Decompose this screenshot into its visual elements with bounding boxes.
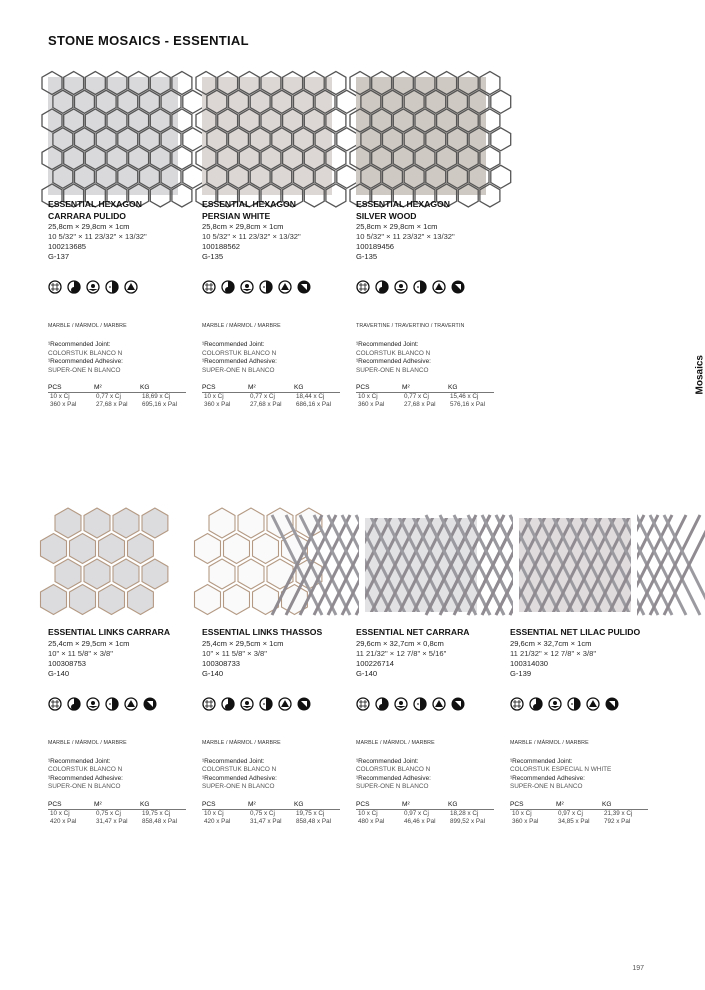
wall-application-icon	[67, 280, 81, 294]
matt-finish-icon	[202, 697, 216, 711]
frost-resistance-icon	[105, 697, 119, 711]
floor-application-icon	[240, 697, 254, 711]
kg-box: 15,46 x Cj	[450, 393, 479, 401]
joint-label: ¹Recommended Joint:	[510, 757, 573, 765]
adhesive-value: SUPER-ONE N BLANCO	[202, 783, 275, 791]
product-group: G-137	[48, 252, 70, 261]
recommendations	[202, 758, 352, 792]
polished-finish-icon	[432, 697, 446, 711]
tile-swatch	[48, 77, 178, 195]
kg-pallet: 695,16 x Pal	[142, 401, 178, 409]
floor-application-icon	[394, 280, 408, 294]
polished-finish-icon	[432, 280, 446, 294]
product-name: ESSENTIAL HEXAGON PERSIAN WHITE	[202, 199, 296, 221]
m2-pallet: 31,47 x Pal	[96, 817, 128, 825]
pcs-header: PCS	[202, 800, 216, 808]
product-code: 100188562	[202, 242, 241, 251]
pcs-box: 10 x Cj	[50, 809, 70, 817]
joint-value: COLORSTUK BLANCO N	[356, 766, 431, 774]
pcs-box: 10 x Cj	[204, 393, 224, 401]
kg-header: KG	[602, 800, 612, 808]
floor-application-icon	[86, 697, 100, 711]
adhesive-label: ¹Recommended Adhesive:	[356, 774, 431, 782]
packing-table	[48, 801, 186, 826]
wall-application-icon	[529, 697, 543, 711]
frost-resistance-icon	[105, 280, 119, 294]
product-code: 100189456	[356, 242, 395, 251]
dimensions-imperial: 11 21/32" × 12 7/8" × 3/8"	[510, 648, 597, 658]
material-label: TRAVERTINE / TRAVERTINO / TRAVERTIN	[356, 323, 465, 329]
matt-finish-icon	[451, 697, 465, 711]
matt-finish-icon	[202, 280, 216, 294]
property-icons	[356, 280, 506, 294]
kg-box: 18,69 x Cj	[142, 393, 171, 401]
polished-finish-icon	[278, 697, 292, 711]
m2-header: M²	[248, 384, 256, 392]
kg-pallet: 686,16 x Pal	[296, 401, 332, 409]
matt-finish-icon	[605, 697, 619, 711]
product-group: G-140	[202, 668, 224, 678]
tile-swatch	[356, 77, 486, 195]
pcs-header: PCS	[48, 384, 62, 392]
pcs-box: 10 x Cj	[512, 809, 532, 817]
tile-swatch	[202, 77, 332, 195]
product-group: G-135	[356, 252, 378, 261]
matt-finish-icon	[510, 697, 524, 711]
adhesive-label: ¹Recommended Adhesive:	[48, 774, 123, 782]
m2-pallet: 46,46 x Pal	[404, 817, 436, 825]
dimensions-imperial: 10 5/32" × 11 23/32" × 13/32"	[356, 232, 455, 241]
matt-finish-icon	[356, 697, 370, 711]
product-card	[356, 77, 506, 409]
kg-header: KG	[294, 384, 304, 392]
m2-pallet: 34,85 x Pal	[558, 817, 590, 825]
polished-finish-icon	[586, 697, 600, 711]
material-label: MARBLE / MÁRMOL / MARBRE	[202, 739, 281, 746]
kg-box: 19,75 x Cj	[142, 809, 171, 817]
dimensions-metric: 25,8cm × 29,8cm × 1cm	[48, 222, 130, 231]
kg-pallet: 899,52 x Pal	[450, 817, 486, 825]
recommendations	[356, 341, 506, 375]
packing-table	[356, 801, 494, 826]
matt-finish-icon	[356, 280, 370, 294]
product-code: 100314030	[510, 658, 549, 668]
floor-application-icon	[240, 280, 254, 294]
product-name: ESSENTIAL HEXAGON CARRARA PULIDO	[48, 199, 142, 221]
m2-pallet: 27,68 x Pal	[250, 401, 282, 409]
matt-finish-icon	[451, 280, 465, 294]
packing-table	[202, 384, 340, 409]
frost-resistance-icon	[567, 697, 581, 711]
adhesive-label: ¹Recommended Adhesive:	[202, 774, 277, 782]
material-label: MARBLE / MÁRMOL / MARBRE	[202, 323, 281, 329]
property-icons	[48, 697, 198, 711]
frost-resistance-icon	[413, 697, 427, 711]
matt-finish-icon	[297, 697, 311, 711]
adhesive-label: ¹Recommended Adhesive:	[510, 774, 585, 782]
page-title: STONE MOSAICS - ESSENTIAL	[48, 33, 249, 48]
adhesive-value: SUPER-ONE N BLANCO	[510, 783, 583, 791]
dimensions-imperial: 10" × 11 5/8" × 3/8"	[48, 648, 113, 658]
product-name: ESSENTIAL HEXAGON SILVER WOOD	[356, 199, 450, 221]
adhesive-value: SUPER-ONE N BLANCO	[48, 783, 121, 791]
m2-header: M²	[402, 384, 410, 392]
m2-pallet: 31,47 x Pal	[250, 817, 282, 825]
joint-label: ¹Recommended Joint:	[356, 757, 419, 765]
frost-resistance-icon	[413, 280, 427, 294]
product-group: G-135	[202, 252, 224, 261]
pcs-pallet: 360 x Pal	[204, 401, 231, 409]
adhesive-value: SUPER-ONE N BLANCO	[356, 366, 429, 374]
pcs-box: 10 x Cj	[358, 809, 378, 817]
m2-pallet: 27,68 x Pal	[404, 401, 436, 409]
joint-label: ¹Recommended Joint:	[48, 341, 111, 348]
product-name: ESSENTIAL NET LILAC PULIDO	[510, 627, 641, 637]
kg-pallet: 576,16 x Pal	[450, 401, 486, 409]
joint-value: COLORSTUK BLANCO N	[356, 349, 431, 357]
product-card	[48, 77, 198, 409]
pcs-box: 10 x Cj	[204, 809, 224, 817]
product-name: ESSENTIAL NET CARRARA	[356, 627, 470, 637]
frost-resistance-icon	[259, 280, 273, 294]
material-label: MARBLE / MÁRMOL / MARBRE	[48, 739, 127, 746]
kg-pallet: 858,48 x Pal	[142, 817, 178, 825]
adhesive-label: ¹Recommended Adhesive:	[356, 358, 431, 366]
pcs-box: 10 x Cj	[358, 393, 378, 401]
adhesive-value: SUPER-ONE N BLANCO	[202, 366, 275, 374]
property-icons	[510, 697, 660, 711]
recommendations	[356, 758, 506, 792]
dimensions-metric: 29,6cm × 32,7cm × 1cm	[510, 638, 592, 648]
matt-finish-icon	[48, 697, 62, 711]
kg-box: 18,28 x Cj	[450, 809, 479, 817]
joint-value: COLORSTUK BLANCO N	[48, 766, 123, 774]
kg-header: KG	[294, 800, 304, 808]
packing-table	[202, 801, 340, 826]
frost-resistance-icon	[259, 697, 273, 711]
adhesive-label: ¹Recommended Adhesive:	[48, 358, 123, 366]
floor-application-icon	[394, 697, 408, 711]
product-code: 100308733	[202, 658, 241, 668]
tile-swatch	[48, 505, 178, 623]
product-code: 100308753	[48, 658, 87, 668]
dimensions-imperial: 10" × 11 5/8" × 3/8"	[202, 648, 267, 658]
section-tab: Mosaics	[694, 355, 705, 395]
m2-box: 0,77 x Cj	[250, 393, 275, 401]
floor-application-icon	[548, 697, 562, 711]
property-icons	[48, 280, 198, 294]
product-name: ESSENTIAL LINKS CARRARA	[48, 627, 171, 637]
joint-value: COLORSTUK BLANCO N	[202, 349, 277, 357]
adhesive-value: SUPER-ONE N BLANCO	[356, 783, 429, 791]
kg-pallet: 792 x Pal	[604, 817, 631, 825]
pcs-pallet: 360 x Pal	[50, 401, 77, 409]
pcs-pallet: 360 x Pal	[358, 401, 385, 409]
kg-header: KG	[448, 384, 458, 392]
dimensions-imperial: 10 5/32" × 11 23/32" × 13/32"	[48, 232, 147, 241]
material-label: MARBLE / MÁRMOL / MARBRE	[510, 739, 589, 746]
joint-value: COLORSTUK BLANCO N	[202, 766, 277, 774]
m2-header: M²	[248, 800, 256, 808]
property-icons	[202, 280, 352, 294]
dimensions-imperial: 11 21/32" × 12 7/8" × 5/16"	[356, 648, 447, 658]
kg-box: 21,39 x Cj	[604, 809, 633, 817]
pcs-header: PCS	[356, 800, 370, 808]
dimensions-metric: 25,4cm × 29,5cm × 1cm	[202, 638, 284, 648]
polished-finish-icon	[278, 280, 292, 294]
adhesive-label: ¹Recommended Adhesive:	[202, 358, 277, 366]
wall-application-icon	[67, 697, 81, 711]
dimensions-metric: 25,8cm × 29,8cm × 1cm	[202, 222, 284, 231]
m2-box: 0,77 x Cj	[96, 393, 121, 401]
m2-box: 0,75 x Cj	[96, 809, 121, 817]
recommendations	[48, 341, 198, 375]
pcs-pallet: 480 x Pal	[358, 817, 385, 825]
m2-box: 0,97 x Cj	[558, 809, 583, 817]
wall-application-icon	[375, 280, 389, 294]
adhesive-value: SUPER-ONE N BLANCO	[48, 366, 121, 374]
pcs-header: PCS	[510, 800, 524, 808]
matt-finish-icon	[48, 280, 62, 294]
product-group: G-140	[48, 668, 70, 678]
polished-finish-icon	[124, 280, 138, 294]
joint-label: ¹Recommended Joint:	[48, 757, 111, 765]
product-card	[48, 505, 198, 825]
recommendations	[202, 341, 352, 375]
floor-application-icon	[86, 280, 100, 294]
pcs-header: PCS	[202, 384, 216, 392]
m2-header: M²	[556, 800, 564, 808]
product-group: G-140	[356, 668, 378, 678]
property-icons	[202, 697, 352, 711]
joint-value: COLORSTUK BLANCO N	[48, 349, 123, 357]
kg-box: 19,75 x Cj	[296, 809, 325, 817]
pcs-pallet: 420 x Pal	[204, 817, 231, 825]
m2-box: 0,77 x Cj	[404, 393, 429, 401]
recommendations	[48, 758, 198, 792]
product-group: G-139	[510, 668, 532, 678]
matt-finish-icon	[297, 280, 311, 294]
m2-header: M²	[402, 800, 410, 808]
pcs-pallet: 420 x Pal	[50, 817, 77, 825]
joint-label: ¹Recommended Joint:	[202, 757, 265, 765]
kg-header: KG	[448, 800, 458, 808]
polished-finish-icon	[124, 697, 138, 711]
dimensions-metric: 25,8cm × 29,8cm × 1cm	[356, 222, 438, 231]
dimensions-imperial: 10 5/32" × 11 23/32" × 13/32"	[202, 232, 301, 241]
m2-pallet: 27,68 x Pal	[96, 401, 128, 409]
packing-table	[356, 384, 494, 409]
dimensions-metric: 25,4cm × 29,5cm × 1cm	[48, 638, 130, 648]
kg-header: KG	[140, 384, 150, 392]
property-icons	[356, 697, 506, 711]
pcs-box: 10 x Cj	[50, 393, 70, 401]
material-label: MARBLE / MÁRMOL / MARBRE	[48, 323, 127, 329]
dimensions-metric: 29,6cm × 32,7cm × 0,8cm	[356, 638, 444, 648]
packing-table	[48, 384, 186, 409]
wall-application-icon	[221, 697, 235, 711]
joint-label: ¹Recommended Joint:	[202, 341, 265, 348]
product-card	[202, 77, 352, 409]
joint-label: ¹Recommended Joint:	[356, 341, 419, 348]
product-card	[510, 505, 660, 825]
kg-pallet: 858,48 x Pal	[296, 817, 332, 825]
pcs-pallet: 360 x Pal	[512, 817, 539, 825]
tile-swatch	[510, 505, 640, 623]
m2-box: 0,97 x Cj	[404, 809, 429, 817]
pcs-header: PCS	[356, 384, 370, 392]
joint-value: COLORSTUK ESPECIAL N WHITE	[510, 766, 612, 774]
m2-header: M²	[94, 384, 102, 392]
recommendations	[510, 758, 660, 792]
m2-box: 0,75 x Cj	[250, 809, 275, 817]
product-name: ESSENTIAL LINKS THASSOS	[202, 627, 323, 637]
kg-header: KG	[140, 800, 150, 808]
product-code: 100226714	[356, 658, 395, 668]
packing-table	[510, 801, 648, 826]
material-label: MARBLE / MÁRMOL / MARBRE	[356, 739, 435, 746]
wall-application-icon	[375, 697, 389, 711]
kg-box: 18,44 x Cj	[296, 393, 325, 401]
pcs-header: PCS	[48, 800, 62, 808]
m2-header: M²	[94, 800, 102, 808]
product-code: 100213685	[48, 242, 87, 251]
page-number: 197	[632, 965, 644, 972]
wall-application-icon	[221, 280, 235, 294]
matt-finish-icon	[143, 697, 157, 711]
